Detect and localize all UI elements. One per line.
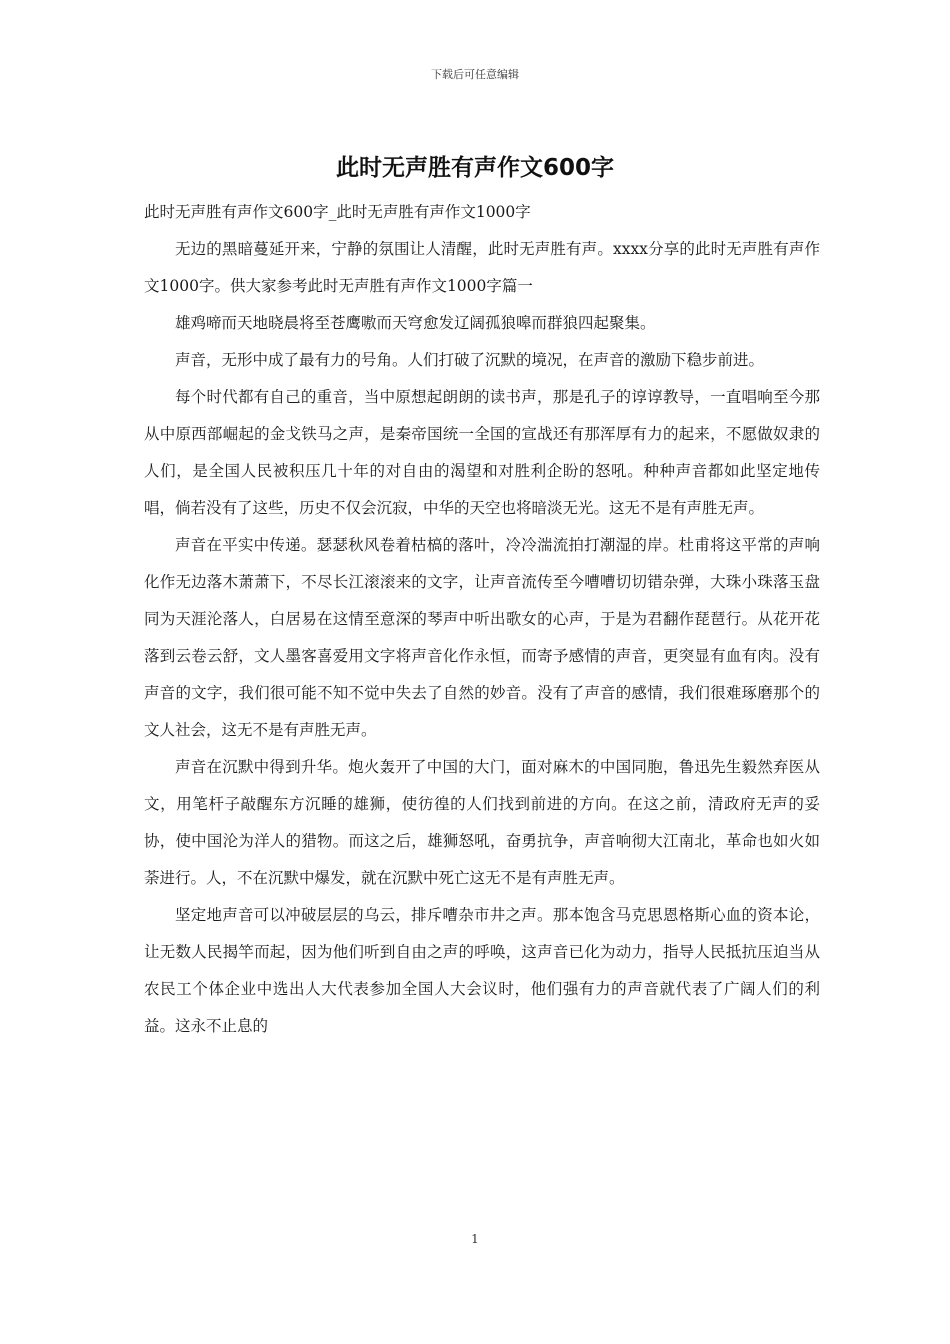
header-note: 下载后可任意编辑 [431,68,519,81]
paragraph-5: 声音在平实中传递。瑟瑟秋风卷着枯槁的落叶，冷冷湍流拍打潮湿的岸。杜甫将这平常的声响化作无边落木萧萧下，不尽长江滚滚来的文字，让声音流传至今嘈嘈切切错杂弹，大珠小珠落玉盘同为天涯沦落人，白居易在这情至意深的琴声中听出歌女的心声，于是为君翻作琵琶行。从花开花落到云卷云舒，文人墨客喜爱用文字将声音化作永恒，而寄予感情的声音，更突显有血有肉。没有声音的文字，我们很可能不知不觉中失去了自然的妙音。没有了声音的感情，我们很难琢磨那个的文人社会，这无不是有声胜无声。 [144,536,820,739]
document-title: 此时无声胜有声作文600字 [335,155,614,181]
paragraph-7: 坚定地声音可以冲破层层的乌云，排斥嘈杂市井之声。那本饱含马克思恩格斯心血的资本论，让无数人民揭竿而起，因为他们听到自由之声的呼唤，这声音已化为动力，指导人民抵抗压迫当从农民工个体企业中选出人大代表参加全国人大会议时，他们强有力的声音就代表了广阔人们的利益。这永不止息的 [144,906,820,1035]
paragraph-6: 声音在沉默中得到升华。炮火轰开了中国的大门，面对麻木的中国同胞，鲁迅先生毅然弃医从文，用笔杆子敲醒东方沉睡的雄狮，使彷徨的人们找到前进的方向。在这之前，清政府无声的妥协，使中国沦为洋人的猎物。而这之后，雄狮怒吼，奋勇抗争，声音响彻大江南北，革命也如火如荼进行。人，不在沉默中爆发，就在沉默中死亡这无不是有声胜无声。 [144,758,820,887]
paragraph-1: 无边的黑暗蔓延开来，宁静的氛围让人清醒，此时无声胜有声。xxxx分享的此时无声胜有声作文1000字。供大家参考此时无声胜有声作文1000字篇一 [144,240,820,295]
document-subtitle: 此时无声胜有声作文600字_此时无声胜有声作文1000字 [144,203,531,221]
page-number: 1 [471,1232,479,1246]
paragraph-2: 雄鸡啼而天地晓晨将至苍鹰嗷而天穹愈发辽阔孤狼嗥而群狼四起聚集。 [175,314,656,332]
document-body [144,194,820,1045]
paragraph-4: 每个时代都有自己的重音，当中原想起朗朗的读书声，那是孔子的谆谆教导，一直唱响至今那从中原西部崛起的金戈铁马之声，是秦帝国统一全国的宣战还有那浑厚有力的起来，不愿做奴隶的人们，是全国人民被积压几十年的对自由的渴望和对胜利企盼的怒吼。种种声音都如此坚定地传唱，倘若没有了这些，历史不仅会沉寂，中华的天空也将暗淡无光。这无不是有声胜无声。 [144,388,820,517]
paragraph-3: 声音，无形中成了最有力的号角。人们打破了沉默的境况，在声音的激励下稳步前进。 [175,351,765,369]
